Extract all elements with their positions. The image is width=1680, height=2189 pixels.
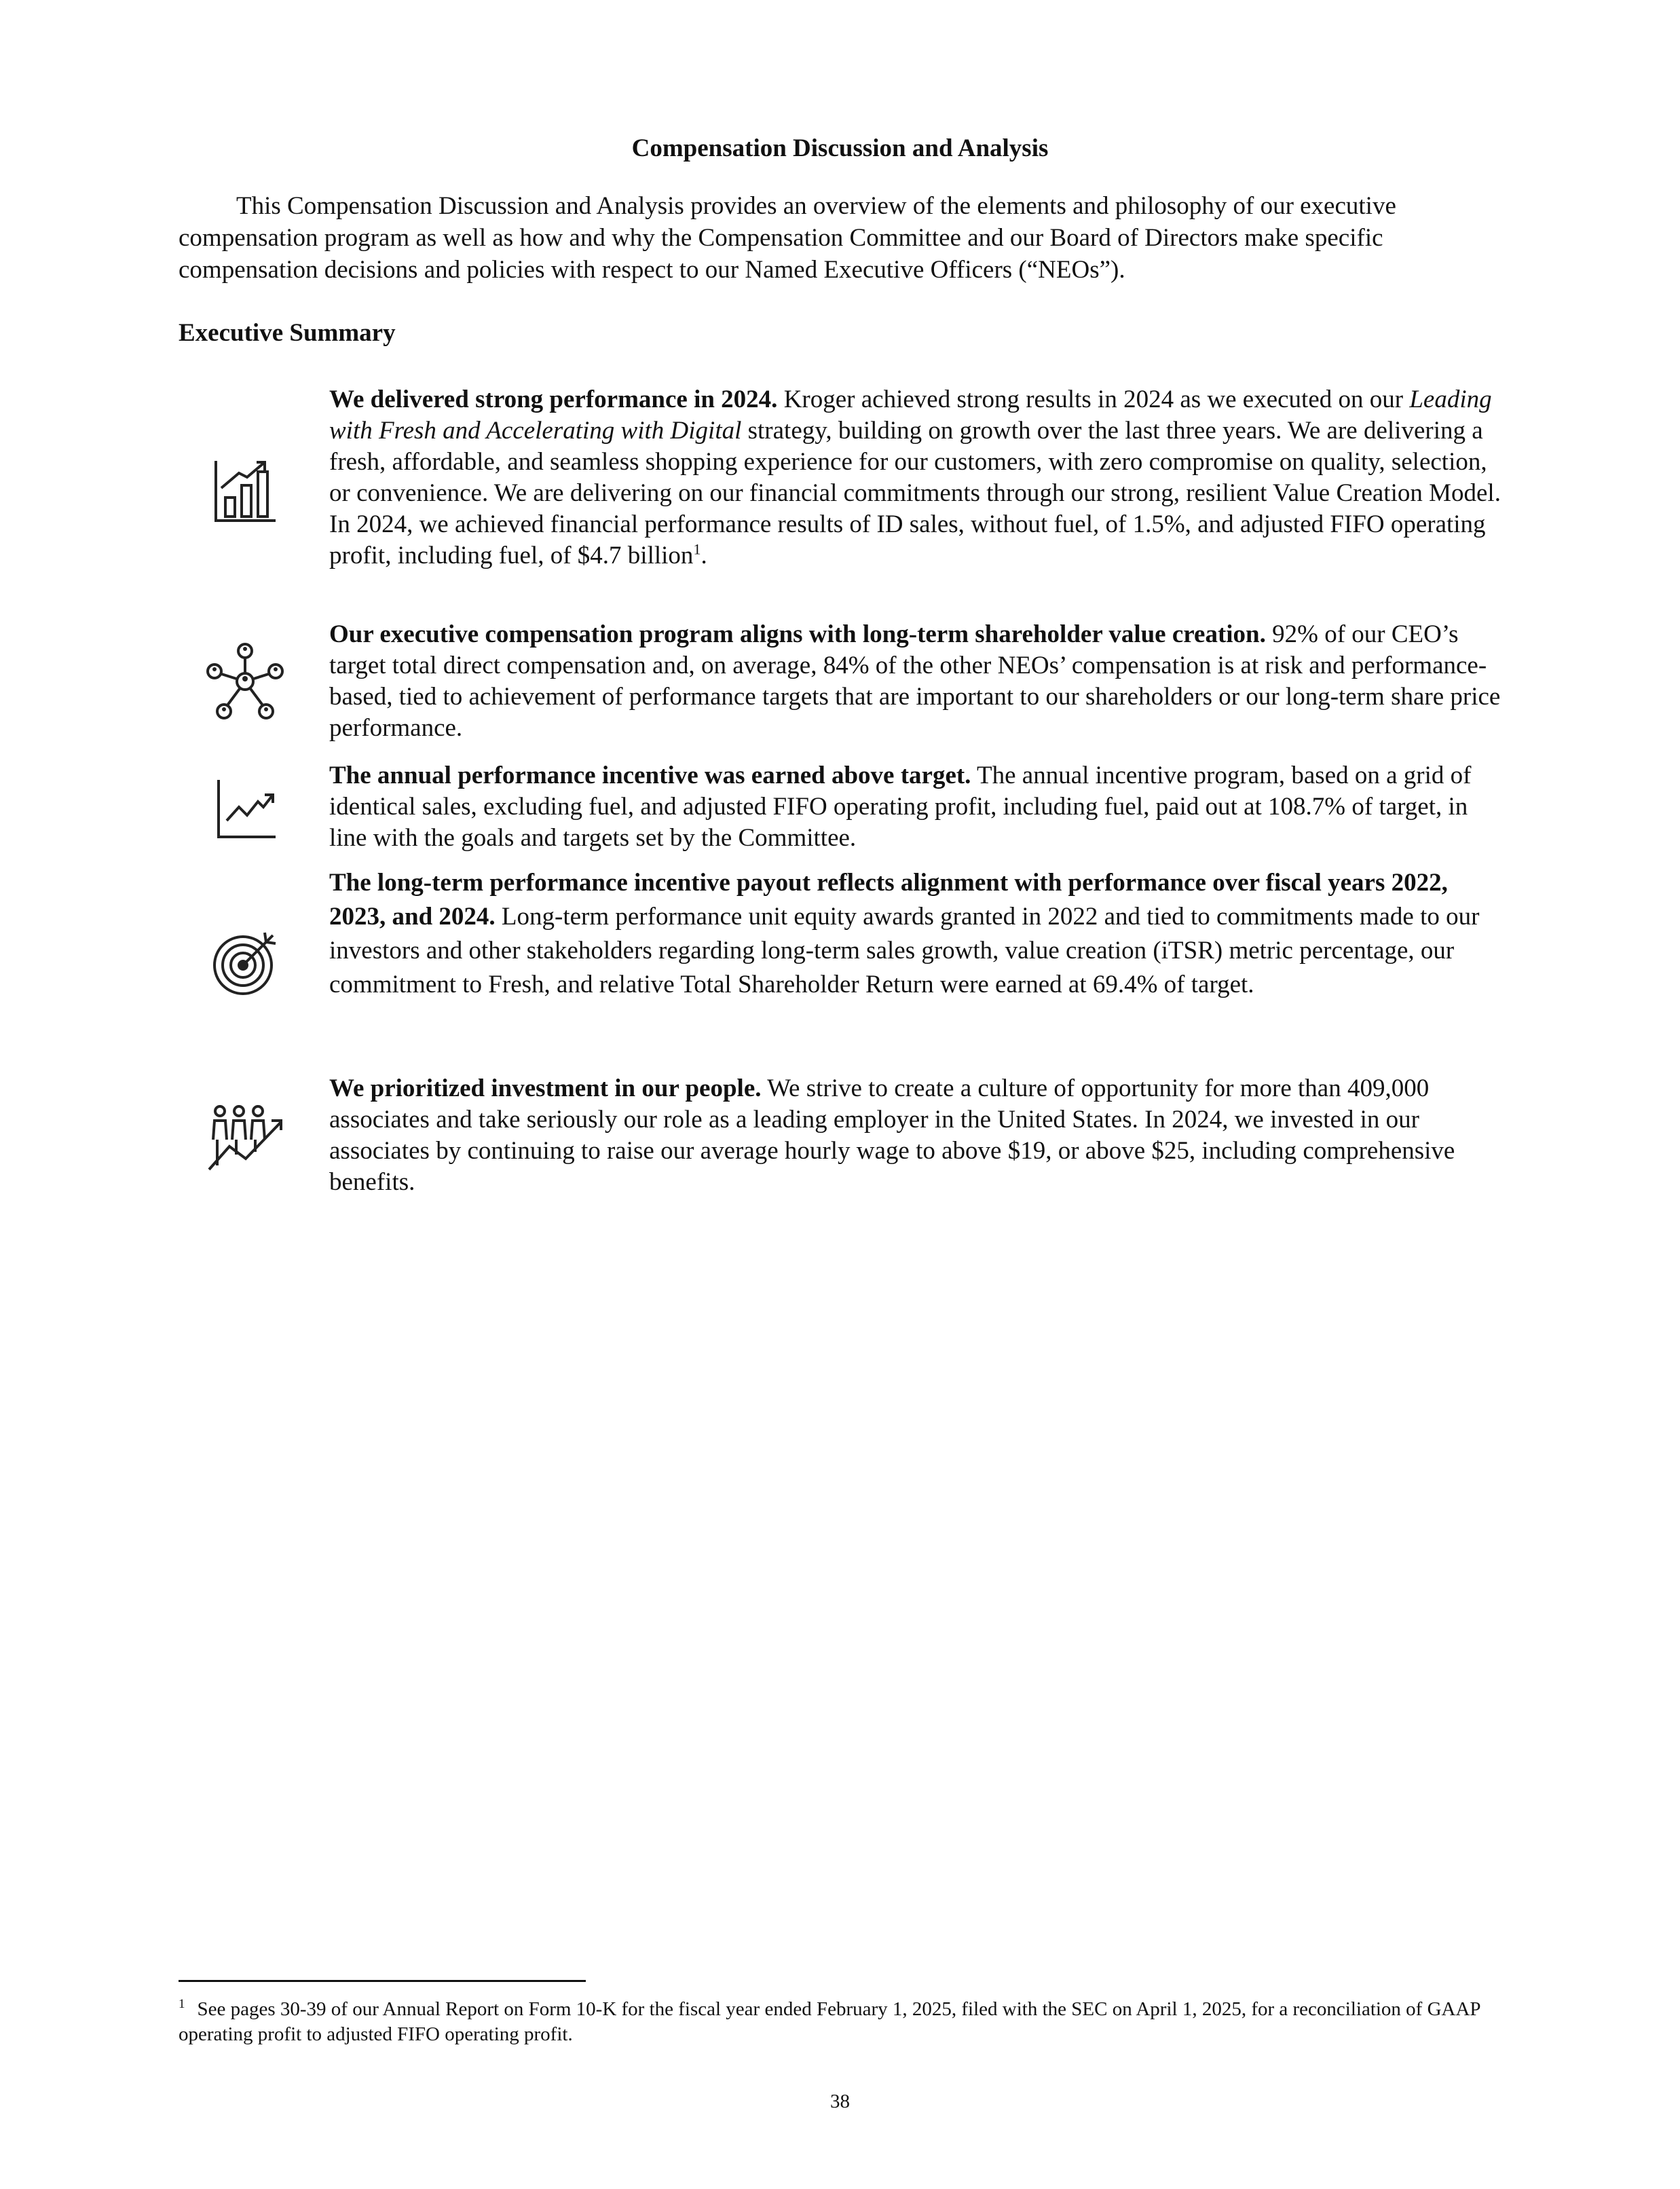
item-lead: We delivered strong performance in 2024. [329,386,778,413]
network-people-icon [205,641,285,722]
people-growth-icon [206,1104,288,1172]
page-number: 38 [830,2091,850,2112]
item-text: We strive to create a culture of opportunity for more than 409,000 associates and take seriously our role as a leading employer in the United States. In 2024, we invested in our associates by continuing to raise our average hourly wage to above $19, or above $25, including comprehensive benefits. [329,1074,1455,1196]
item-lead: The annual performance incentive was earned above target. [329,762,971,789]
summary-item-compensation-alignment [329,619,1504,744]
summary-item-performance [329,384,1504,572]
footnote-marker: 1 [179,1997,185,2012]
footnote-reference: 1 [693,540,701,558]
footnote [179,1997,1509,2047]
executive-summary-heading: Executive Summary [179,319,396,347]
footnote-divider [179,1980,586,1982]
item-text: The annual incentive program, based on a grid of identical sales, excluding fuel, and adjusted FIFO operating profit, including fuel, paid out at 108.7% of target, in line with the goals and targets set by the Committee. [329,762,1472,852]
trend-line-icon [216,777,278,840]
item-text: strategy, building on growth over the last three years. We are delivering a fresh, affordable, and seamless shopping experience for our customers, with zero compromise on quality, selection, or convenience. We are delivering on our financial commitments through our strong, resilient Value Creation Model. In 2024, we achieved financial performance results of ID sales, without fuel, of 1.5%, and adjusted FIFO operating profit, including fuel, of $4.7 billion [329,417,1501,569]
item-text: Kroger achieved strong results in 2024 as we executed on our [777,386,1410,413]
strategy-name: Leading with Fresh and Accelerating with Digital [329,386,1492,445]
item-text: 92% of our CEO’s target total direct compensation and, on average, 84% of the other NEOs’ compensation is at risk and performance-based, tied to achievement of performance targets that are important to our shareholders or our long-term share price performance. [329,620,1501,742]
item-lead: The long-term performance incentive payout reflects alignment with performance over fiscal years 2022, 2023, and 2024. [329,869,1448,931]
summary-item-long-term-incentive [329,866,1504,1002]
item-text: Long-term performance unit equity awards granted in 2022 and tied to commitments made to our investors and other stakeholders regarding long-term sales growth, value creation (iTSR) metric percentage, our commitment to Fresh, and relative Total Shareholder Return were earned at 69.4% of target. [329,903,1480,998]
intro-paragraph: This Compensation Discussion and Analysis provides an overview of the elements and philosophy of our executive compensation program as well as how and why the Compensation Committee and our Board of Directors make specific compensation decisions and policies with respect to our Named Executive Officers (“NEOs”). [179,192,1396,284]
summary-item-people-investment [329,1073,1504,1198]
summary-item-annual-incentive [329,760,1504,854]
target-arrow-icon [212,929,280,996]
item-lead: We prioritized investment in our people. [329,1074,762,1102]
bar-chart-icon [212,457,280,525]
item-text-end: . [701,542,707,569]
page-title: Compensation Discussion and Analysis [631,134,1049,162]
footnote-text: See pages 30-39 of our Annual Report on Form 10-K for the fiscal year ended February 1, 2025, filed with the SEC on April 1, 2025, for a reconciliation of GAAP operating profit to adjusted FIFO operating profit. [179,1998,1480,2045]
item-lead: Our executive compensation program aligns with long-term shareholder value creation. [329,620,1266,648]
